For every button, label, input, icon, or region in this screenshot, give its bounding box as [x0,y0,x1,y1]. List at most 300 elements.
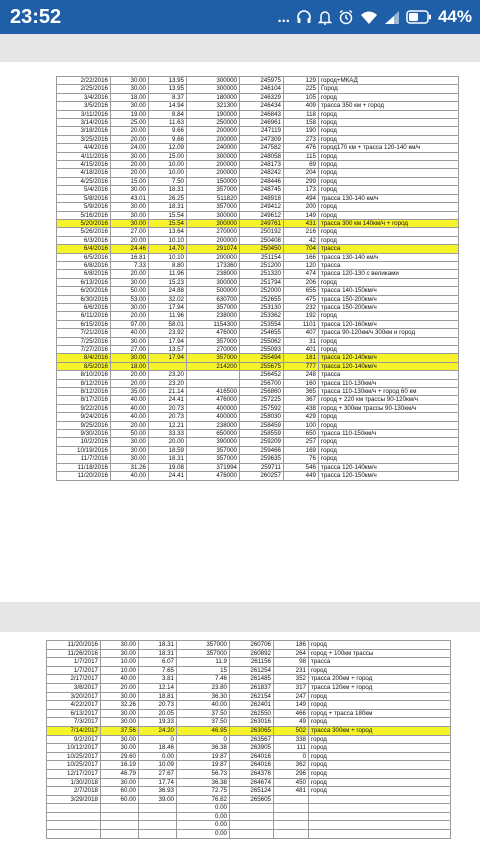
table-cell: 11.63 [149,119,187,127]
wifi-icon [360,10,378,25]
table-cell: 650000 [187,430,240,438]
table-cell: 511820 [187,194,240,202]
table-cell: город + 300км трассы 90-130км/ч [319,404,459,412]
table-cell: 0.00 [177,830,230,839]
table-cell: 357000 [177,641,230,650]
table-cell: 30.00 [101,778,139,787]
table-cell: 365 [284,388,319,396]
table-cell: 72.75 [177,787,230,796]
table-cell: город [319,421,459,429]
table-cell: 357000 [187,354,240,362]
table-cell: 357000 [187,186,240,194]
table-cell: 246843 [240,110,284,118]
table-cell: 12/17/2017 [47,769,101,778]
table-cell: 19.08 [149,463,187,471]
table-cell: 263905 [230,744,274,753]
table-cell: 2/22/2016 [57,77,111,85]
table-cell: город [319,346,459,354]
table-cell [101,804,139,813]
table-row [47,701,451,710]
table-cell: 30.00 [111,455,149,463]
table-cell: 10.00 [101,666,139,675]
table-cell: город [309,752,451,761]
table-cell: 15.54 [149,211,187,219]
table-cell: 1/7/2017 [47,658,101,667]
table-cell: 30.00 [101,692,139,701]
table-cell: 12.14 [139,683,177,692]
table-cell: 129 [284,77,319,85]
table-cell: 27.00 [111,228,149,236]
table-cell: 262401 [230,701,274,710]
table-cell: 263567 [230,735,274,744]
table-cell: 291074 [187,245,240,253]
table-cell: 24.46 [111,245,149,253]
table-cell: 30.00 [111,85,149,93]
table-cell: 35.00 [111,388,149,396]
table-cell: 42 [284,236,319,244]
table-cell: 246329 [240,93,284,101]
table-cell: 20.00 [101,683,139,692]
table-cell: город [319,161,459,169]
table-cell: 650 [284,430,319,438]
table-cell: 49 [274,718,309,727]
table-cell: 259209 [240,438,284,446]
table-cell: 4/4/2016 [57,144,111,152]
table-cell: 10/19/2016 [57,446,111,454]
table-cell: 40.00 [111,472,149,480]
table-cell: 30.00 [111,102,149,110]
table-cell [274,804,309,813]
table-cell: 6/20/2016 [57,287,111,295]
table-cell: 260706 [230,641,274,650]
table-cell: 264016 [230,752,274,761]
table-cell: 299 [284,177,319,185]
table-row [47,778,451,787]
overflow-dots: ... [277,8,290,26]
table-cell: 261837 [230,683,274,692]
table-cell: 5/4/2016 [57,186,111,194]
table-cell: 10.00 [101,658,139,667]
table-cell: 8/12/2016 [57,379,111,387]
table-cell: 317 [274,683,309,692]
table-cell: 264 [274,649,309,658]
table-cell: 258459 [240,421,284,429]
table-cell: 248446 [240,177,284,185]
table-cell [139,812,177,821]
table-cell: 20.00 [111,161,149,169]
table-cell: 502 [274,726,309,735]
table-cell: 60.00 [101,787,139,796]
table-cell: 249612 [240,211,284,219]
sheet-page-2[interactable] [0,632,480,854]
table-cell: 20.00 [111,312,149,320]
table-cell [230,821,274,830]
table-cell: 246104 [240,85,284,93]
table-cell: 0.00 [177,812,230,821]
table-cell: 6/11/2016 [57,312,111,320]
table-cell [187,379,240,387]
table-cell: 9/2/2017 [47,735,101,744]
table-cell: 5/26/2016 [57,228,111,236]
table-cell: 7/27/2016 [57,346,111,354]
table-cell: трасса 120-140км/ч [319,354,459,362]
table-cell: 115 [284,152,319,160]
table-cell: город [319,110,459,118]
table-cell: трасса 120-140км/ч [319,463,459,471]
table-cell: 20.73 [149,413,187,421]
table-cell: 20.00 [111,236,149,244]
table-cell: 257 [284,438,319,446]
table-cell: 216 [284,228,319,236]
table-cell: трасса 90-120км/ч 300км и город [319,329,459,337]
table-cell: 58.01 [149,320,187,328]
table-cell: 4/22/2017 [47,701,101,710]
table-cell: 30.00 [111,278,149,286]
table-cell: 476000 [187,396,240,404]
table-cell: 255093 [240,346,284,354]
table-cell: 36.93 [139,787,177,796]
table-cell: 40.00 [111,413,149,421]
table-cell: 12.21 [149,421,187,429]
table-cell: город [309,718,451,727]
table-cell: 264378 [230,769,274,778]
table-cell: 300000 [187,278,240,286]
alarm-icon [338,9,354,25]
table-cell: 15.23 [149,278,187,286]
table-cell: 251154 [240,253,284,261]
table-cell: 5/16/2016 [57,211,111,219]
table-cell: 4/25/2016 [57,177,111,185]
table-cell [139,821,177,830]
table-cell: 400000 [187,413,240,421]
table-cell: 26.25 [149,194,187,202]
table-cell: 238000 [187,421,240,429]
table-cell: 20.00 [111,270,149,278]
table-cell: 300000 [187,152,240,160]
table-cell: 246434 [240,102,284,110]
table-cell: 253362 [240,312,284,320]
table-cell: 247582 [240,144,284,152]
table-cell: 16.81 [111,253,149,261]
table-row [47,795,451,804]
table-cell: трасса [319,261,459,269]
table-cell: город [309,735,451,744]
table-cell [274,821,309,830]
table-row [57,77,459,85]
table-row [57,413,459,421]
table-cell: 21.14 [149,388,187,396]
table-cell: 23.80 [177,683,230,692]
table-cell: 265124 [230,787,274,796]
table-row [57,396,459,404]
table-row [57,102,459,110]
table-cell: 25.00 [111,119,149,127]
table-cell: 362 [274,761,309,770]
table-cell [274,795,309,804]
table-cell: город [309,778,451,787]
table-cell [309,795,451,804]
fuel-log-table-1 [56,76,459,481]
table-cell: 173360 [187,261,240,269]
table-cell: 8.37 [149,93,187,101]
table-cell: 8.84 [149,110,187,118]
table-cell: 10.10 [149,236,187,244]
table-cell: 5/20/2016 [57,219,111,227]
table-row [57,203,459,211]
table-cell: 7.33 [111,261,149,269]
table-cell: трасса [319,371,459,379]
table-cell: город [319,186,459,194]
table-cell: 200000 [187,253,240,261]
table-cell: 40.00 [111,404,149,412]
table-cell: 24.20 [139,726,177,735]
table-cell: 30.00 [111,152,149,160]
table-cell: 173 [284,186,319,194]
table-cell: 248745 [240,186,284,194]
table-cell: 200 [284,203,319,211]
table-row [47,752,451,761]
table-cell: город [319,127,459,135]
table-cell: трасса 130-140 км/ч [319,253,459,261]
table-cell [47,804,101,813]
table-cell: 8/4/2016 [57,354,111,362]
table-cell: 476000 [187,329,240,337]
table-row [57,404,459,412]
table-cell: 17.94 [149,337,187,345]
table-cell: 338 [274,735,309,744]
table-cell: 0.00 [139,752,177,761]
table-cell: 149 [274,701,309,710]
table-cell: 409 [284,102,319,110]
table-cell: 9.66 [149,127,187,135]
table-cell: трасса 120-130 с великами [319,270,459,278]
table-cell: 247119 [240,127,284,135]
table-cell: трасса 120км + город [309,683,451,692]
table-cell: 9/25/2016 [57,421,111,429]
table-row [57,371,459,379]
table-cell: 4/15/2016 [57,161,111,169]
table-cell: 300000 [187,77,240,85]
table-cell: город + 220 км трассы 90-120км/ч [319,396,459,404]
table-row [57,93,459,101]
table-cell: 256452 [240,371,284,379]
table-cell: 357000 [187,455,240,463]
table-cell: город [319,312,459,320]
table-cell: 149 [284,211,319,219]
table-cell: 13.95 [149,85,187,93]
table-row [57,236,459,244]
table-cell: 18.31 [149,455,187,463]
table-cell [187,371,240,379]
table-cell: 10.00 [149,169,187,177]
table-cell: 169 [284,446,319,454]
table-cell: 273 [284,135,319,143]
table-cell: 260257 [240,472,284,480]
table-cell: 390000 [187,438,240,446]
table-cell: 20.05 [139,709,177,718]
table-cell: 13.64 [149,228,187,236]
table-cell: 43.01 [111,194,149,202]
table-cell: город170 км + трасса 120-140 км/ч [319,144,459,152]
table-row [47,641,451,650]
table-row [57,287,459,295]
table-cell: город [319,119,459,127]
table-cell: 252000 [240,287,284,295]
table-cell: 6/30/2016 [57,295,111,303]
table-cell: 2/25/2016 [57,85,111,93]
table-cell: трасса 110-130км/ч [319,379,459,387]
table-cell: 60.00 [101,795,139,804]
table-row [57,379,459,387]
table-cell: 247309 [240,135,284,143]
table-cell: 12.09 [149,144,187,152]
table-cell: 258030 [240,413,284,421]
table-cell: 10/25/2017 [47,761,101,770]
table-cell: 10.00 [149,161,187,169]
table-row [57,161,459,169]
table-cell: город [319,93,459,101]
table-cell: 250450 [240,245,284,253]
table-cell: 7.50 [149,177,187,185]
table-cell: 6/6/2016 [57,303,111,311]
table-cell: 245975 [240,77,284,85]
table-cell: 300000 [187,211,240,219]
table-cell: 249412 [240,203,284,211]
table-cell: город [309,692,451,701]
table-cell: 449 [284,472,319,480]
table-row [57,228,459,236]
table-row [47,830,451,839]
table-cell: 250408 [240,236,284,244]
table-cell: 6/13/2017 [47,709,101,718]
table-cell: 30.00 [101,735,139,744]
table-cell: город [319,236,459,244]
table-cell [309,804,451,813]
table-cell: 300000 [187,219,240,227]
table-row [57,455,459,463]
table-cell: трасса 110-150км/ч [319,430,459,438]
table-cell: 18.00 [111,362,149,370]
table-cell: 262154 [230,692,274,701]
table-cell: 7/14/2017 [47,726,101,735]
table-row [47,683,451,692]
table-row [57,270,459,278]
table-cell: 158 [284,119,319,127]
table-cell: 30.00 [111,303,149,311]
table-cell: 186 [274,641,309,650]
table-cell: 19.87 [177,761,230,770]
table-cell: 30.00 [101,709,139,718]
table-cell: 40.00 [177,701,230,710]
table-row [47,769,451,778]
table-cell: 11/18/2016 [57,463,111,471]
table-row [57,430,459,438]
table-cell: 10/2/2016 [57,438,111,446]
table-row [57,119,459,127]
table-cell: город + 100км трассы [309,649,451,658]
table-cell: 30.00 [101,649,139,658]
table-cell: 20.00 [149,438,187,446]
table-cell: 5/8/2016 [57,194,111,202]
table-cell: 8.80 [149,261,187,269]
table-cell: 150000 [187,177,240,185]
table-row [57,362,459,370]
table-cell: 30.00 [111,203,149,211]
table-cell: 20.00 [111,135,149,143]
table-cell: 2/17/2017 [47,675,101,684]
table-cell: 300000 [187,85,240,93]
table-row [57,329,459,337]
table-cell: город [319,337,459,345]
table-cell: 371994 [187,463,240,471]
table-cell: 3.81 [139,675,177,684]
table-cell: 29.60 [101,752,139,761]
clock: 23:52 [10,6,62,28]
table-row [47,787,451,796]
table-row [47,649,451,658]
table-cell: 9.66 [149,135,187,143]
table-cell: 251794 [240,278,284,286]
table-cell: 261156 [230,658,274,667]
table-cell: 20.00 [111,379,149,387]
table-cell: 248242 [240,169,284,177]
table-cell: город [319,211,459,219]
table-cell: 6/13/2016 [57,278,111,286]
table-cell: город [309,761,451,770]
table-cell: 3/18/2016 [57,127,111,135]
table-cell: 97.00 [111,320,149,328]
table-cell: 232 [284,303,319,311]
table-row [57,337,459,345]
table-cell: 10/25/2017 [47,752,101,761]
table-cell: 248058 [240,152,284,160]
table-cell: 3/29/2018 [47,795,101,804]
table-cell: 24.00 [111,144,149,152]
table-row [57,438,459,446]
table-cell: 53.00 [111,295,149,303]
table-cell: 18.00 [111,93,149,101]
table-cell: 40.00 [101,675,139,684]
table-cell: 10.09 [139,761,177,770]
table-cell: 231 [274,666,309,675]
table-cell: 200000 [187,169,240,177]
table-cell: 190000 [187,110,240,118]
table-cell: 19.00 [111,110,149,118]
table-cell [230,804,274,813]
table-cell: 6/15/2016 [57,320,111,328]
table-cell [101,821,139,830]
table-cell: 240000 [187,144,240,152]
table-row [57,312,459,320]
table-cell: 24.41 [149,396,187,404]
table-cell: 270000 [187,228,240,236]
table-cell: 50.00 [111,430,149,438]
table-cell: 11.96 [149,312,187,320]
table-cell: 357000 [187,337,240,345]
table-cell: 6/8/2016 [57,270,111,278]
table-row [47,658,451,667]
table-cell: город [319,278,459,286]
table-cell: 6.07 [139,658,177,667]
table-cell: 24.41 [149,472,187,480]
table-row [47,735,451,744]
table-cell: 200000 [187,236,240,244]
table-cell: город [319,446,459,454]
sheet-page-1[interactable] [0,62,480,602]
table-row [57,186,459,194]
table-cell: 11/20/2016 [47,641,101,650]
table-cell: 20.73 [139,701,177,710]
